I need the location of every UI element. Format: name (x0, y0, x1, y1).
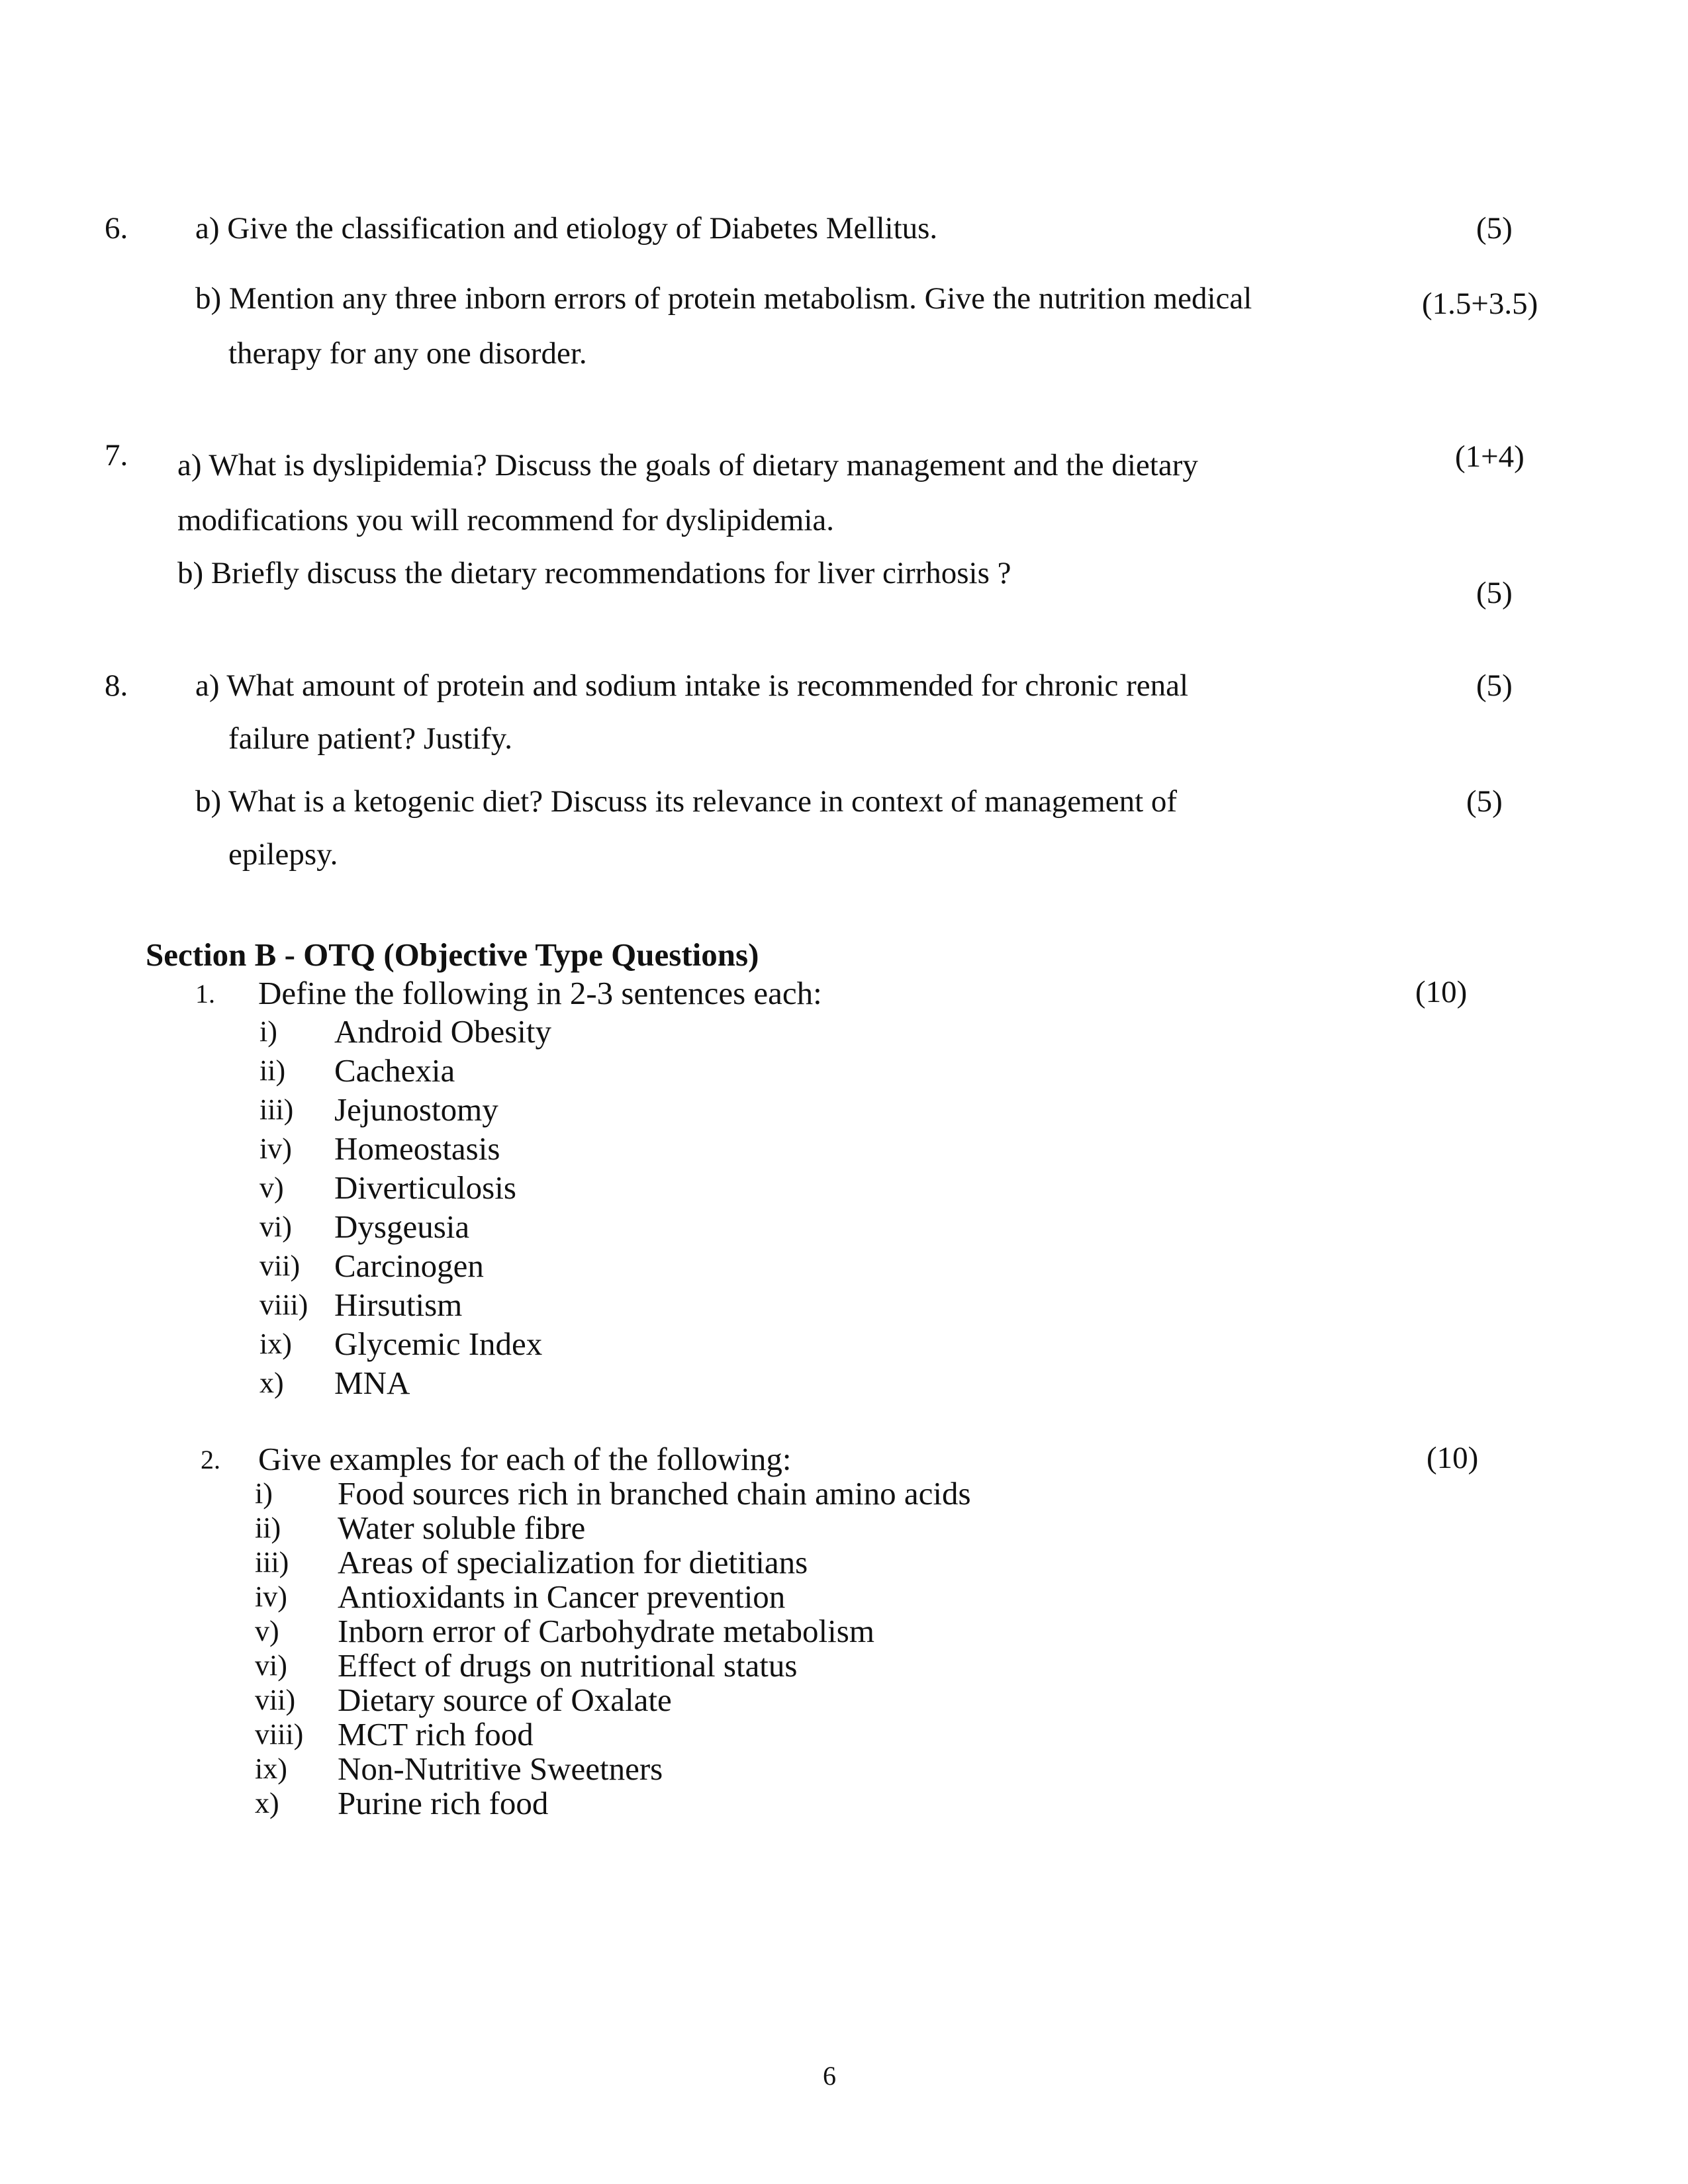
question-8b-marks: (5) (1466, 784, 1503, 819)
list-item: Dietary source of Oxalate (338, 1682, 672, 1718)
list-item-number: iv) (259, 1132, 292, 1165)
question-6b-text-line1: b) Mention any three inborn errors of protein metabolism. Give the nutrition medical (195, 281, 1252, 316)
list-item-number: vii) (255, 1684, 296, 1716)
question-number: 6. (105, 211, 128, 246)
question-7a-text-line2: modifications you will recommend for dyslipidemia. (177, 503, 835, 537)
list-item: Jejunostomy (334, 1091, 498, 1128)
list-item: Non-Nutritive Sweetners (338, 1751, 663, 1787)
list-item-number: vi) (259, 1210, 292, 1243)
list-item-number: iii) (259, 1093, 294, 1126)
list-item: Food sources rich in branched chain amino acids (338, 1475, 971, 1512)
question-marks: (10) (1427, 1441, 1479, 1475)
list-item-number: ii) (259, 1054, 286, 1087)
question-6a-marks: (5) (1476, 211, 1513, 246)
list-item: Antioxidants in Cancer prevention (338, 1578, 786, 1615)
list-item-number: vii) (259, 1250, 301, 1282)
list-item-number: iii) (255, 1546, 289, 1578)
question-text: Give examples for each of the following: (258, 1441, 792, 1477)
question-7a-text-line1: a) What is dyslipidemia? Discuss the goals of dietary management and the dietary (177, 448, 1198, 482)
question-number: 2. (201, 1445, 220, 1475)
list-item: MNA (334, 1365, 410, 1401)
question-8b-text-line1: b) What is a ketogenic diet? Discuss its relevance in context of management of (195, 784, 1178, 819)
list-item: Homeostasis (334, 1130, 500, 1167)
list-item-number: x) (255, 1787, 279, 1819)
list-item: Areas of specialization for dietitians (338, 1544, 808, 1580)
question-7a-marks: (1+4) (1455, 439, 1524, 474)
question-marks: (10) (1415, 975, 1468, 1009)
question-number: 8. (105, 668, 128, 703)
list-item-number: v) (255, 1615, 279, 1647)
list-item: MCT rich food (338, 1716, 534, 1752)
list-item: Cachexia (334, 1052, 455, 1089)
list-item-number: i) (255, 1477, 273, 1510)
question-8a-marks: (5) (1476, 668, 1513, 703)
question-6a-text: a) Give the classification and etiology of Diabetes Mellitus. (195, 211, 938, 246)
question-8a-text-line2: failure patient? Justify. (228, 721, 512, 756)
list-item-number: ii) (255, 1512, 281, 1544)
list-item-number: x) (259, 1367, 284, 1399)
question-6b-text-line2: therapy for any one disorder. (228, 336, 587, 371)
question-7b-marks: (5) (1476, 576, 1513, 610)
question-text: Define the following in 2-3 sentences each: (258, 975, 822, 1011)
list-item-number: iv) (255, 1580, 287, 1613)
page-number: 6 (823, 2061, 836, 2091)
list-item-number: vi) (255, 1649, 287, 1682)
list-item: Diverticulosis (334, 1169, 516, 1206)
question-6b-marks: (1.5+3.5) (1422, 287, 1538, 321)
question-number: 7. (105, 438, 128, 473)
list-item-number: viii) (259, 1289, 308, 1321)
question-8a-text-line1: a) What amount of protein and sodium intake is recommended for chronic renal (195, 668, 1189, 703)
list-item: Hirsutism (334, 1287, 463, 1323)
question-8b-text-line2: epilepsy. (228, 837, 338, 872)
question-7b-text: b) Briefly discuss the dietary recommendations for liver cirrhosis ? (177, 556, 1011, 590)
list-item-number: v) (259, 1171, 284, 1204)
list-item-number: i) (259, 1015, 277, 1048)
question-number: 1. (195, 979, 215, 1009)
list-item: Android Obesity (334, 1013, 551, 1050)
section-title: Section B - OTQ (Objective Type Questions) (146, 936, 759, 973)
list-item-number: ix) (259, 1328, 292, 1360)
list-item: Purine rich food (338, 1785, 549, 1821)
list-item: Inborn error of Carbohydrate metabolism (338, 1613, 874, 1649)
list-item: Carcinogen (334, 1248, 484, 1284)
list-item: Effect of drugs on nutritional status (338, 1647, 798, 1684)
list-item: Water soluble fibre (338, 1510, 586, 1546)
list-item: Dysgeusia (334, 1208, 470, 1245)
list-item-number: ix) (255, 1752, 287, 1785)
list-item: Glycemic Index (334, 1326, 543, 1362)
list-item-number: viii) (255, 1718, 304, 1751)
